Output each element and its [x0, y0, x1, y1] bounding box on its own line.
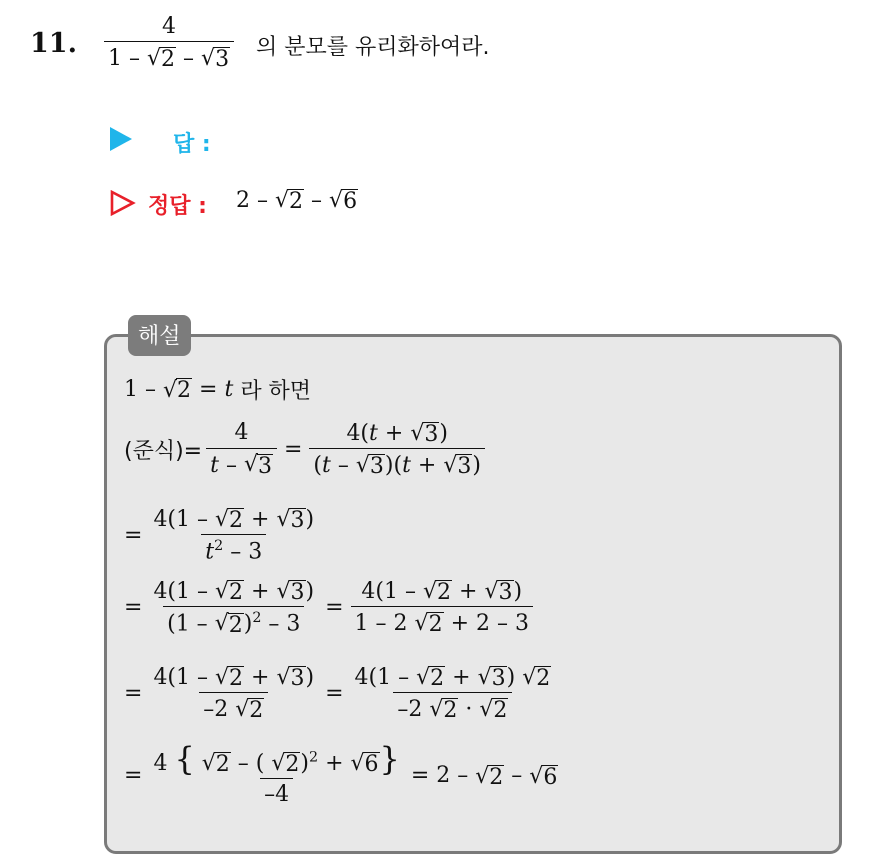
fraction-numerator: 4: [162, 14, 177, 39]
problem-number: 11.: [30, 28, 77, 59]
explanation-line-1: 1 – √ 2 = t 라 하면: [124, 377, 312, 404]
problem-instruction: 의 분모를 유리화하여라.: [256, 35, 490, 60]
problem-fraction: [104, 14, 234, 71]
answer-triangle-icon: [110, 127, 132, 151]
explanation-tag: 해설: [128, 315, 191, 356]
explanation-line-4: = 4(1 – √ 2 + √ 3 ) (1 – √ 2 )$^2$ – 3 = 4(1 – √ 2 + √ 3 ) 1 – 2 √ 2 + 2 – 3: [124, 578, 533, 637]
correct-answer-label: 정답 :: [148, 194, 207, 219]
correct-answer-value: 2 – √ 2 – √ 6: [236, 188, 358, 214]
problem-expression: [104, 14, 234, 71]
explanation-line-3: = 4(1 – √ 2 + √ 3 ) $t^2 - 3$: [124, 506, 315, 565]
answer-label: 답 :: [173, 132, 211, 157]
correct-answer-triangle-icon: [110, 190, 136, 216]
fraction-denominator: 1 – √ 2 – √ 3: [104, 41, 234, 71]
explanation-line-6: = 4 { √ 2 – ( √ 2 )$^2$ + √ 6 } –4 = 2 – √ 2 – √ 6: [124, 740, 558, 808]
explanation-line-5: = 4(1 – √ 2 + √ 3 ) –2 √ 2 = 4(1 – √ 2 + √ 3 ) √ 2 –2 √ 2 · √ 2: [124, 664, 551, 724]
explanation-line-2: (준식)= 4 t – √ 3 = 4(t + √ 3 ) (t – √ 3 )(t + √ 3 ): [124, 420, 485, 478]
